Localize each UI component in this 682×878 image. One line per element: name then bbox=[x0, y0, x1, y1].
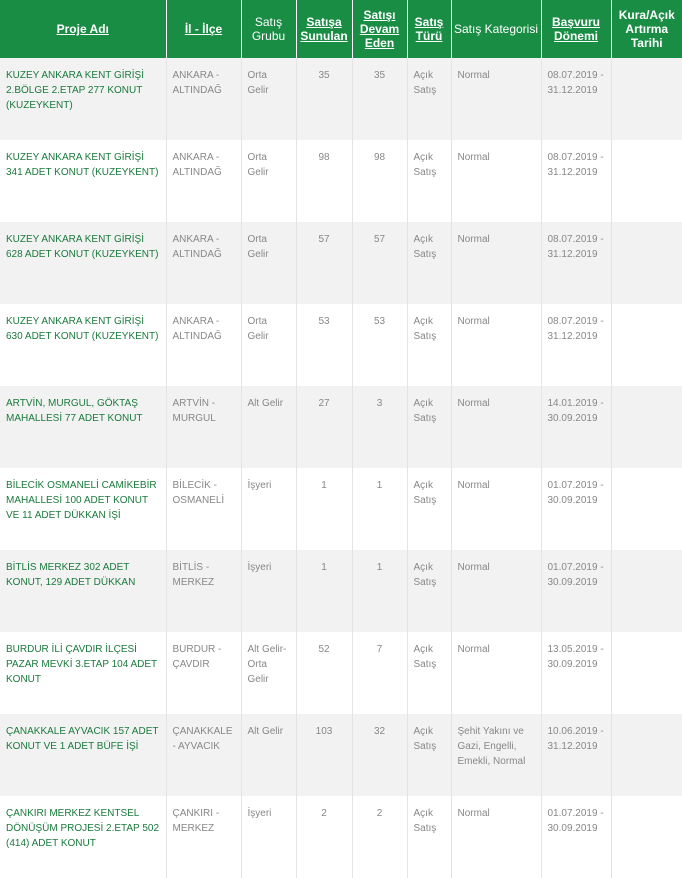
project-name-cell bbox=[0, 58, 166, 140]
offered-cell: 2 bbox=[296, 796, 352, 878]
header-application-period[interactable]: Başvuru Dönemi bbox=[541, 0, 611, 58]
application-period-cell: 08.07.2019 - 31.12.2019 bbox=[541, 58, 611, 140]
lottery-date-cell bbox=[611, 386, 682, 468]
sales-type-cell: Açık Satış bbox=[407, 386, 451, 468]
header-ongoing[interactable]: Satışı Devam Eden bbox=[352, 0, 407, 58]
location-cell: ARTVİN - MURGUL bbox=[166, 386, 241, 468]
sales-type-cell: Açık Satış bbox=[407, 304, 451, 386]
project-name-cell bbox=[0, 550, 166, 632]
header-offered[interactable]: Satışa Sunulan bbox=[296, 0, 352, 58]
offered-cell: 52 bbox=[296, 632, 352, 714]
lottery-date-cell bbox=[611, 222, 682, 304]
lottery-date-cell bbox=[611, 140, 682, 222]
project-link[interactable]: KUZEY ANKARA KENT GİRİŞİ 341 ADET KONUT (KUZEYKENT) bbox=[6, 152, 159, 178]
project-name-cell bbox=[0, 796, 166, 878]
header-province-district[interactable]: İl - İlçe bbox=[166, 0, 241, 58]
table-row bbox=[0, 140, 682, 222]
sales-group-cell: Orta Gelir bbox=[241, 140, 296, 222]
sales-category-cell: Normal bbox=[451, 550, 541, 632]
project-link[interactable]: BURDUR İLİ ÇAVDIR İLÇESİ PAZAR MEVKİ 3.ETAP 104 ADET KONUT bbox=[6, 644, 157, 685]
sales-type-cell: Açık Satış bbox=[407, 58, 451, 140]
application-period-cell: 10.06.2019 - 31.12.2019 bbox=[541, 714, 611, 796]
lottery-date-cell bbox=[611, 550, 682, 632]
ongoing-cell: 32 bbox=[352, 714, 407, 796]
lottery-date-cell bbox=[611, 714, 682, 796]
sales-type-cell: Açık Satış bbox=[407, 550, 451, 632]
application-period-cell: 08.07.2019 - 31.12.2019 bbox=[541, 140, 611, 222]
lottery-date-cell bbox=[611, 304, 682, 386]
sales-group-cell: Alt Gelir bbox=[241, 714, 296, 796]
header-project-name[interactable]: Proje Adı bbox=[0, 0, 166, 58]
sales-type-cell: Açık Satış bbox=[407, 714, 451, 796]
project-link[interactable]: ÇANKIRI MERKEZ KENTSEL DÖNÜŞÜM PROJESİ 2.ETAP 502 (414) ADET KONUT bbox=[6, 808, 160, 849]
project-link[interactable]: ARTVİN, MURGUL, GÖKTAŞ MAHALLESİ 77 ADET KONUT bbox=[6, 398, 143, 424]
sales-category-cell: Normal bbox=[451, 468, 541, 550]
sales-group-cell: Orta Gelir bbox=[241, 304, 296, 386]
sales-category-cell: Normal bbox=[451, 304, 541, 386]
ongoing-cell: 98 bbox=[352, 140, 407, 222]
project-name-cell bbox=[0, 468, 166, 550]
sales-category-cell: Normal bbox=[451, 222, 541, 304]
ongoing-cell: 7 bbox=[352, 632, 407, 714]
table-row bbox=[0, 386, 682, 468]
project-name-cell bbox=[0, 304, 166, 386]
lottery-date-cell bbox=[611, 796, 682, 878]
location-cell: BİTLİS - MERKEZ bbox=[166, 550, 241, 632]
offered-cell: 53 bbox=[296, 304, 352, 386]
offered-cell: 103 bbox=[296, 714, 352, 796]
project-link[interactable]: KUZEY ANKARA KENT GİRİŞİ 630 ADET KONUT (KUZEYKENT) bbox=[6, 316, 159, 342]
header-sales-category: Satış Kategorisi bbox=[451, 0, 541, 58]
offered-cell: 35 bbox=[296, 58, 352, 140]
table-row bbox=[0, 796, 682, 878]
header-lottery-date: Kura/Açık Artırma Tarihi bbox=[611, 0, 682, 58]
project-name-cell bbox=[0, 714, 166, 796]
ongoing-cell: 1 bbox=[352, 468, 407, 550]
table-row bbox=[0, 714, 682, 796]
offered-cell: 1 bbox=[296, 550, 352, 632]
lottery-date-cell bbox=[611, 468, 682, 550]
ongoing-cell: 1 bbox=[352, 550, 407, 632]
application-period-cell: 14.01.2019 - 30.09.2019 bbox=[541, 386, 611, 468]
lottery-date-cell bbox=[611, 632, 682, 714]
application-period-cell: 01.07.2019 - 30.09.2019 bbox=[541, 796, 611, 878]
location-cell: ANKARA - ALTINDAĞ bbox=[166, 58, 241, 140]
table-body bbox=[0, 58, 682, 878]
project-link[interactable]: KUZEY ANKARA KENT GİRİŞİ 2.BÖLGE 2.ETAP 277 KONUT (KUZEYKENT) bbox=[6, 70, 145, 111]
sales-group-cell: İşyeri bbox=[241, 550, 296, 632]
sales-category-cell: Şehit Yakını ve Gazi, Engelli, Emekli, Normal bbox=[451, 714, 541, 796]
ongoing-cell: 35 bbox=[352, 58, 407, 140]
sales-type-cell: Açık Satış bbox=[407, 796, 451, 878]
table-row bbox=[0, 550, 682, 632]
offered-cell: 57 bbox=[296, 222, 352, 304]
table-header-row bbox=[0, 0, 682, 58]
project-link[interactable]: BİTLİS MERKEZ 302 ADET KONUT, 129 ADET DÜKKAN bbox=[6, 562, 136, 588]
location-cell: BİLECİK - OSMANELİ bbox=[166, 468, 241, 550]
application-period-cell: 01.07.2019 - 30.09.2019 bbox=[541, 468, 611, 550]
sales-type-cell: Açık Satış bbox=[407, 140, 451, 222]
header-sales-group: Satış Grubu bbox=[241, 0, 296, 58]
project-link[interactable]: KUZEY ANKARA KENT GİRİŞİ 628 ADET KONUT (KUZEYKENT) bbox=[6, 234, 159, 260]
application-period-cell: 01.07.2019 - 30.09.2019 bbox=[541, 550, 611, 632]
application-period-cell: 08.07.2019 - 31.12.2019 bbox=[541, 222, 611, 304]
ongoing-cell: 57 bbox=[352, 222, 407, 304]
project-link[interactable]: ÇANAKKALE AYVACIK 157 ADET KONUT VE 1 ADET BÜFE İŞİ bbox=[6, 726, 159, 752]
sales-category-cell: Normal bbox=[451, 796, 541, 878]
sales-category-cell: Normal bbox=[451, 632, 541, 714]
location-cell: ANKARA - ALTINDAĞ bbox=[166, 140, 241, 222]
sales-type-cell: Açık Satış bbox=[407, 632, 451, 714]
project-link[interactable]: BİLECİK OSMANELİ CAMİKEBİR MAHALLESİ 100 ADET KONUT VE 11 ADET DÜKKAN İŞİ bbox=[6, 480, 157, 521]
ongoing-cell: 53 bbox=[352, 304, 407, 386]
location-cell: ÇANAKKALE - AYVACIK bbox=[166, 714, 241, 796]
application-period-cell: 13.05.2019 - 30.09.2019 bbox=[541, 632, 611, 714]
sales-category-cell: Normal bbox=[451, 140, 541, 222]
sales-group-cell: Alt Gelir-Orta Gelir bbox=[241, 632, 296, 714]
sales-category-cell: Normal bbox=[451, 386, 541, 468]
sales-group-cell: Orta Gelir bbox=[241, 58, 296, 140]
location-cell: BURDUR - ÇAVDIR bbox=[166, 632, 241, 714]
sales-group-cell: İşyeri bbox=[241, 468, 296, 550]
sales-group-cell: İşyeri bbox=[241, 796, 296, 878]
ongoing-cell: 3 bbox=[352, 386, 407, 468]
location-cell: ÇANKIRI - MERKEZ bbox=[166, 796, 241, 878]
sales-category-cell: Normal bbox=[451, 58, 541, 140]
project-name-cell bbox=[0, 386, 166, 468]
location-cell: ANKARA - ALTINDAĞ bbox=[166, 304, 241, 386]
table-row bbox=[0, 58, 682, 140]
project-name-cell bbox=[0, 222, 166, 304]
table-row bbox=[0, 468, 682, 550]
location-cell: ANKARA - ALTINDAĞ bbox=[166, 222, 241, 304]
project-name-cell bbox=[0, 140, 166, 222]
header-sales-type[interactable]: Satış Türü bbox=[407, 0, 451, 58]
sales-type-cell: Açık Satış bbox=[407, 468, 451, 550]
sales-group-cell: Orta Gelir bbox=[241, 222, 296, 304]
ongoing-cell: 2 bbox=[352, 796, 407, 878]
sales-type-cell: Açık Satış bbox=[407, 222, 451, 304]
sales-group-cell: Alt Gelir bbox=[241, 386, 296, 468]
table-row bbox=[0, 304, 682, 386]
offered-cell: 27 bbox=[296, 386, 352, 468]
offered-cell: 98 bbox=[296, 140, 352, 222]
table-row bbox=[0, 632, 682, 714]
project-name-cell bbox=[0, 632, 166, 714]
application-period-cell: 08.07.2019 - 31.12.2019 bbox=[541, 304, 611, 386]
table-row bbox=[0, 222, 682, 304]
lottery-date-cell bbox=[611, 58, 682, 140]
offered-cell: 1 bbox=[296, 468, 352, 550]
